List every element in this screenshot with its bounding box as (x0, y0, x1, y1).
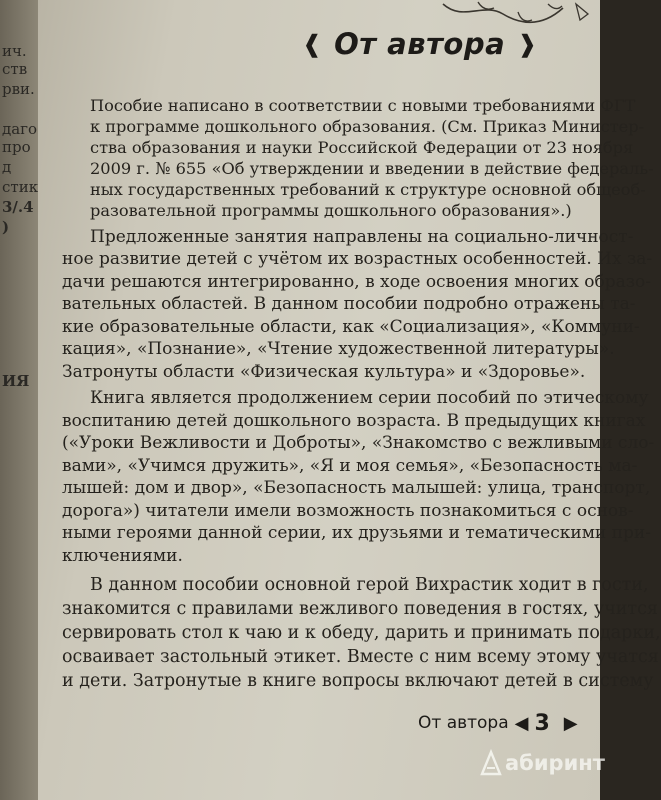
paragraph-series (62, 387, 655, 567)
text-line: к программе дошкольного образования. (См. Приказ Министер- (90, 117, 645, 137)
text-line: разовательной программы дошкольного образования».) (90, 201, 572, 221)
body-text (62, 95, 661, 697)
text-line: («Уроки Вежливости и Доброты», «Знакомство с вежливыми сло- (62, 433, 655, 454)
text-line: вательных областей. В данном пособии подробно отражены та- (62, 294, 636, 315)
text-line: ное развитие детей с учётом их возрастных особенностей. Их за- (62, 249, 653, 270)
left-page-fragment: про (2, 138, 31, 156)
watermark-text: абиринт (505, 751, 605, 775)
page-footer (418, 707, 584, 739)
labyrinth-logo-icon (480, 750, 502, 776)
text-line: ства образования и науки Российской Федерации от 23 ноября (90, 138, 634, 158)
text-line: ных государственных требований к структуре основной общеоб- (90, 180, 646, 200)
left-page-fragment: даго (2, 120, 38, 138)
left-page-fragment: ИЯ (2, 372, 30, 390)
left-page-fragment: стик (2, 178, 39, 196)
text-line: лышей: дом и двор», «Безопасность малышей: улица, транспорт, (62, 478, 651, 499)
text-line: Затронуты области «Физическая культура» и «Здоровье». (62, 361, 586, 382)
text-line: знакомится с правилами вежливого поведения в гостях, учится (62, 599, 658, 620)
text-line: В данном пособии основной герой Вихрастик ходит в гости, (90, 575, 649, 596)
text-line: 2009 г. № 655 «Об утверждении и введении в действие федераль- (90, 159, 654, 179)
text-line: дорога») читатели имели возможность познакомиться с основ- (62, 500, 634, 521)
text-line: осваивает застольный этикет. Вместе с ним всему этому учатся (62, 647, 659, 668)
text-line: дачи решаются интегрированно, в ходе освоения многих образо- (62, 271, 651, 292)
text-line: воспитанию детей дошкольного возраста. В предыдущих книгах (62, 410, 646, 431)
left-arrow-icon: ❰ (302, 30, 323, 58)
paragraph-hero (62, 573, 661, 693)
text-line: и дети. Затронутые в книге вопросы включают детей в систему (62, 671, 654, 692)
page-number: 3 (534, 710, 550, 736)
text-line: ключениями. (62, 545, 183, 566)
text-line: Книга является продолжением серии пособий по этическому (90, 388, 649, 409)
text-line: кие образовательные области, как «Социализация», «Коммуни- (62, 316, 640, 337)
text-line: Пособие написано в соответствии с новыми требованиями ФГТ (90, 96, 636, 115)
right-arrow-icon: ❱ (517, 30, 538, 58)
text-line: Предложенные занятия направлены на социально-личност- (90, 226, 634, 247)
left-page-fragment: ств (2, 60, 28, 78)
text-line: вами», «Учимся дружить», «Я и моя семья», «Безопасность ма- (62, 455, 638, 476)
left-page-fragment: рви. (2, 80, 35, 98)
text-line: ными героями данной серии, их друзьями и тематическими при- (62, 523, 651, 544)
paragraph-intro (62, 95, 654, 222)
left-page-fragment: ) (2, 218, 10, 236)
left-triangle-icon: ◀ (514, 712, 529, 734)
left-page-fragment: д (2, 158, 12, 176)
text-line: кация», «Познание», «Чтение художественной литературы». (62, 339, 615, 360)
previous-page-edge (0, 0, 40, 800)
text-line: сервировать стол к чаю и к обеду, дарить и принимать подарки, (62, 623, 661, 644)
right-triangle-icon: ▶ (563, 712, 578, 734)
left-page-fragment: 3/.4 (2, 198, 34, 216)
left-page-fragment: ич. (2, 42, 27, 60)
section-title: От автора (334, 27, 506, 61)
footer-section-label: От автора (418, 713, 509, 733)
paragraph-goals (62, 226, 653, 384)
page-header (302, 18, 552, 70)
watermark (480, 750, 605, 776)
